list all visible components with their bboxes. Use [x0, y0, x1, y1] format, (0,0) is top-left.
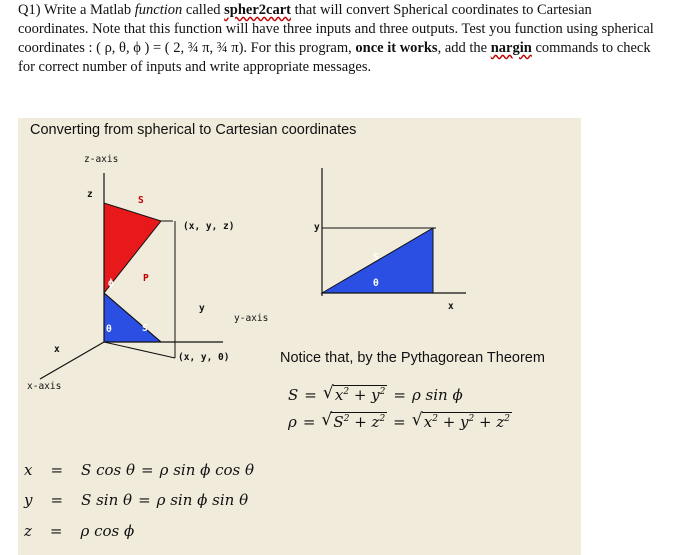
x-axis-line	[40, 342, 104, 379]
label-s-top: S	[138, 195, 144, 206]
equation-s: S =√ $x^2 + y^2 = \rho$ sin ϕ	[288, 386, 463, 404]
label-xy0: (x, y, 0)	[178, 352, 230, 363]
equation-y: y = S sin θ = ρ sin ϕ sin θ	[24, 491, 249, 509]
label-xaxis: x-axis	[27, 381, 62, 392]
label-yaxis: y-axis	[234, 313, 269, 324]
q-function-word: function	[134, 2, 183, 18]
figure-drawing	[18, 118, 581, 555]
guide-diag	[104, 342, 175, 358]
q-function-name: spher2cart	[224, 2, 291, 18]
label-x: x	[54, 344, 60, 355]
pythagoras-note: Notice that, by the Pythagorean Theorem	[280, 350, 545, 366]
label-phi: ϕ	[108, 278, 114, 289]
q-tail: commands to check for correct number of inputs and write appropriate messages.	[18, 40, 651, 75]
figure-title: Converting from spherical to Cartesian coordinates	[30, 122, 357, 138]
question-text	[18, 1, 658, 77]
label-zaxis: z-axis	[84, 154, 119, 165]
q-prefix: Q1) Write a Matlab	[18, 2, 135, 18]
label-y-mid: y	[199, 303, 205, 314]
label-z: z	[87, 189, 93, 200]
label-right-x: x	[448, 301, 454, 312]
equation-rho: ρ =√ $S^2 + z^2$ =√ $x^2 + y^2 + z^2$	[288, 413, 512, 431]
label-right-theta: θ	[373, 278, 379, 289]
label-s-bottom: S	[142, 323, 148, 334]
label-theta: θ	[106, 324, 112, 335]
label-p: P	[143, 273, 149, 284]
q-nargin: nargin	[490, 40, 532, 56]
equation-z: z = ρ cos ϕ	[24, 522, 135, 540]
q-once-it-works: once it works	[355, 40, 438, 56]
figure-panel	[18, 118, 581, 555]
equation-x: x = S cos θ = ρ sin ϕ cos θ	[24, 461, 255, 479]
label-right-s: S	[373, 252, 379, 263]
label-xyz: (x, y, z)	[183, 221, 235, 232]
label-right-y: y	[314, 222, 320, 233]
q-called: called	[182, 2, 225, 18]
q-body: that will convert Spherical coordinates to Cartesian coordinates. Note that this function will have three inputs and three outputs. Test you function using spherical coordinates : ( ρ, θ, ϕ ) = ( 2, ¾ π, ¾ π). For this program,	[18, 2, 654, 56]
q-mid: , add the	[437, 40, 491, 56]
